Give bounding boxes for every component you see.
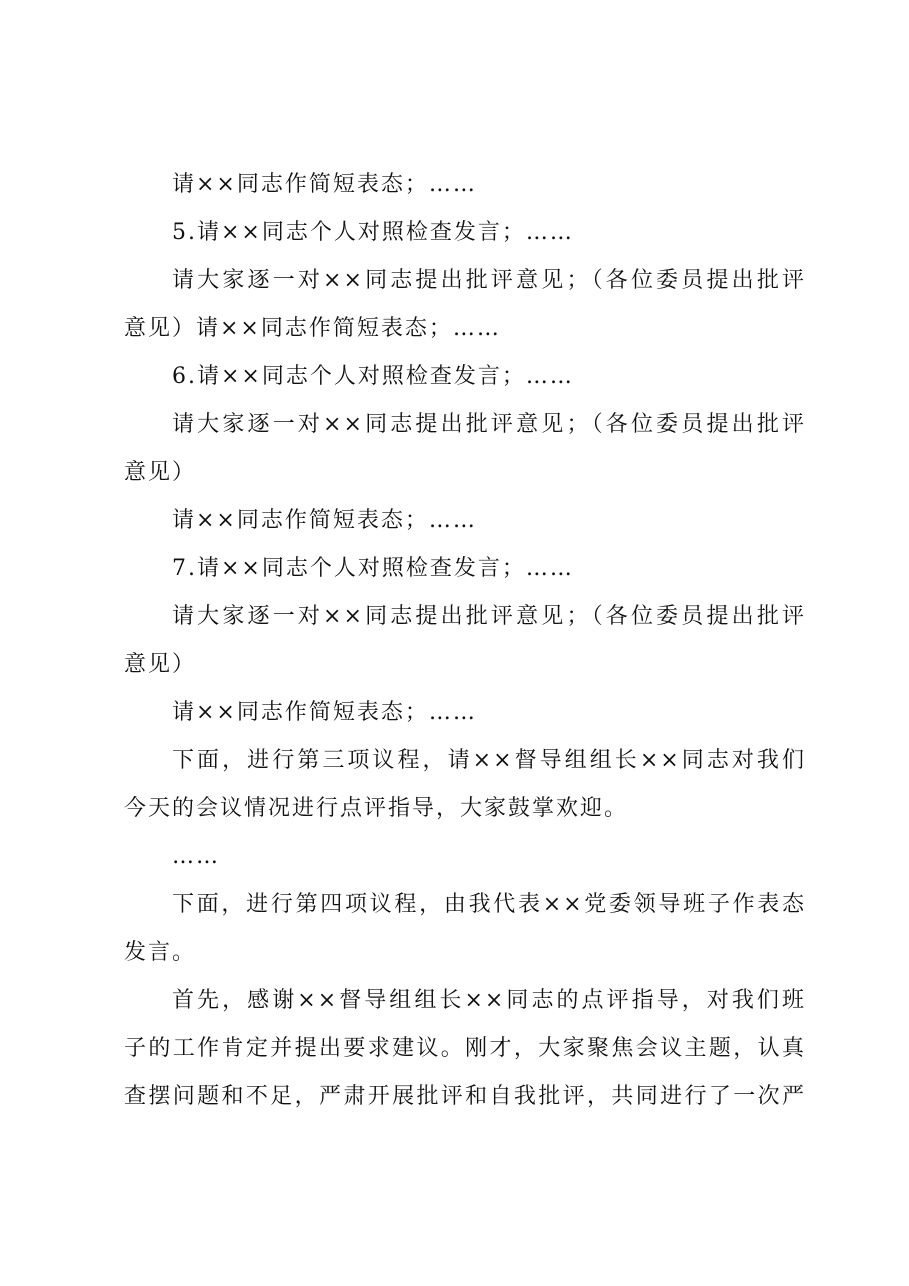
paragraph-line: 请大家逐一对××同志提出批评意见；（各位委员提出批评	[172, 268, 806, 293]
paragraph-line: 子的工作肯定并提出要求建议。刚才，大家聚焦会议主题，认真	[124, 1036, 806, 1061]
paragraph-line: 请大家逐一对××同志提出批评意见；（各位委员提出批评	[172, 604, 806, 629]
paragraph-line: 请××同志作简短表态；……	[172, 700, 477, 725]
paragraph-line: 请大家逐一对××同志提出批评意见；（各位委员提出批评	[172, 412, 806, 437]
paragraph-line: 今天的会议情况进行点评指导，大家鼓掌欢迎。	[124, 796, 629, 821]
ellipsis-line: ……	[172, 844, 220, 869]
paragraph-line: 5.请××同志个人对照检查发言；……	[172, 220, 574, 245]
paragraph-line: 意见）	[124, 652, 197, 677]
paragraph-line: 发言。	[124, 940, 197, 965]
paragraph-line: 下面，进行第四项议程，由我代表××党委领导班子作表态	[172, 892, 806, 917]
paragraph-line: 请××同志作简短表态；……	[172, 172, 477, 197]
paragraph-line: 请××同志作简短表态；……	[172, 508, 477, 533]
paragraph-line: 意见）请××同志作简短表态；……	[124, 316, 501, 341]
paragraph-line: 首先，感谢××督导组组长××同志的点评指导，对我们班	[172, 988, 806, 1013]
paragraph-line: 6.请××同志个人对照检查发言；……	[172, 364, 574, 389]
document-body	[124, 168, 806, 1128]
paragraph-line: 意见）	[124, 460, 197, 485]
paragraph-line: 查摆问题和不足，严肃开展批评和自我批评，共同进行了一次严	[124, 1084, 806, 1109]
paragraph-line: 7.请××同志个人对照检查发言；……	[172, 556, 574, 581]
paragraph-line: 下面，进行第三项议程，请××督导组组长××同志对我们	[172, 748, 806, 773]
